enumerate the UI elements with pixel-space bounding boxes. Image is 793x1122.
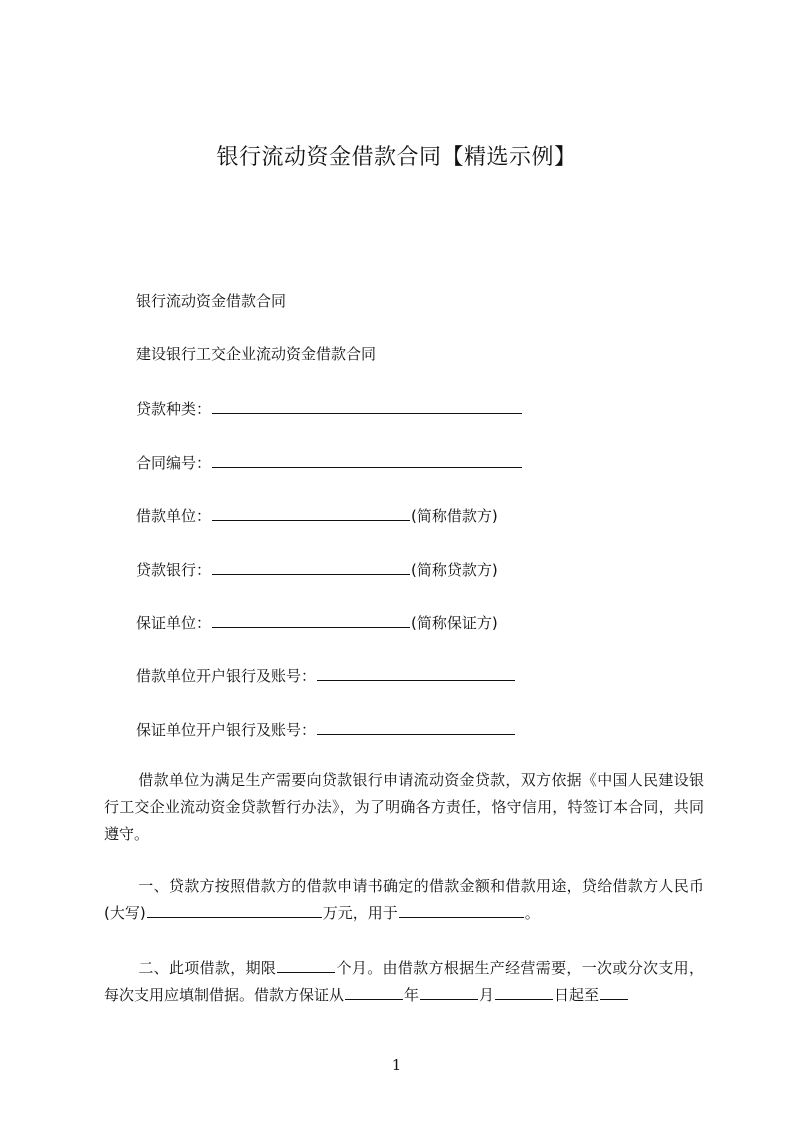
field-contract-number-label: 合同编号： [136, 454, 212, 472]
field-guarantor-account-label: 保证单位开户银行及账号： [136, 721, 317, 739]
field-borrower-label: 借款单位： [136, 507, 212, 525]
subtitle-bank-contract: 建设银行工交企业流动资金借款合同 [136, 345, 377, 363]
clause-2-text-b: 个月。由借款方根据生产经营需要，一次或分次支用，每次支用应填制借据。借款方保证从 [104, 959, 704, 1004]
document-title: 银行流动资金借款合同【精选示例】 [216, 145, 577, 170]
field-contract-number [136, 452, 523, 473]
clause-2-term-blank[interactable] [277, 957, 335, 973]
field-borrower-suffix: (简称借款方) [411, 507, 498, 525]
clause-1-purpose-blank[interactable] [399, 902, 524, 918]
clause-2-paragraph [104, 955, 704, 1009]
field-guarantor-label: 保证单位： [136, 614, 212, 632]
clause-1-text-a: 一、贷款方按照借款方的借款申请书确定的借款金额和借款用途，贷给借款方人民币(大写) [104, 877, 704, 922]
clause-1-text-b: 万元，用于 [322, 904, 398, 922]
field-guarantor-suffix: (简称保证方) [411, 614, 498, 632]
clause-2-year-blank[interactable] [345, 984, 403, 1000]
clause-1-paragraph [104, 873, 704, 927]
field-borrower-account-label: 借款单位开户银行及账号： [136, 667, 317, 685]
field-guarantor-account [136, 719, 516, 740]
loan-type-blank[interactable] [212, 398, 522, 414]
clause-2-text-d: 月 [479, 986, 495, 1004]
lender-blank[interactable] [212, 559, 410, 575]
field-guarantor [136, 612, 498, 633]
clause-2-day-blank[interactable] [495, 984, 553, 1000]
preamble-text: 借款单位为满足生产需要向贷款银行申请流动资金贷款，双方依据《中国人民建设银行工交企业流动资金贷款暂行办法》，为了明确各方责任，恪守信用，特签订本合同，共同遵守。 [104, 771, 704, 843]
clause-1-amount-blank[interactable] [147, 902, 322, 918]
field-lender [136, 559, 498, 580]
guarantor-blank[interactable] [212, 612, 410, 628]
contract-number-blank[interactable] [212, 452, 522, 468]
preamble-paragraph [104, 767, 704, 848]
clause-2-month-blank[interactable] [420, 984, 478, 1000]
field-lender-label: 贷款银行： [136, 561, 212, 579]
guarantor-account-blank[interactable] [317, 719, 515, 735]
field-lender-suffix: (简称贷款方) [411, 561, 498, 579]
subtitle-contract-name: 银行流动资金借款合同 [136, 292, 287, 310]
clause-1-text-c: 。 [524, 904, 540, 922]
clause-2-text-e: 日起至 [554, 986, 600, 1004]
field-borrower-account [136, 665, 516, 686]
borrower-blank[interactable] [212, 505, 410, 521]
clause-2-text-c: 年 [404, 986, 420, 1004]
clause-2-end-blank[interactable] [600, 984, 628, 1000]
clause-2-text-a: 二、此项借款，期限 [138, 959, 277, 977]
page-number: 1 [391, 1056, 402, 1074]
borrower-account-blank[interactable] [317, 665, 515, 681]
field-borrower [136, 505, 498, 526]
field-loan-type [136, 398, 523, 419]
field-loan-type-label: 贷款种类： [136, 400, 212, 418]
